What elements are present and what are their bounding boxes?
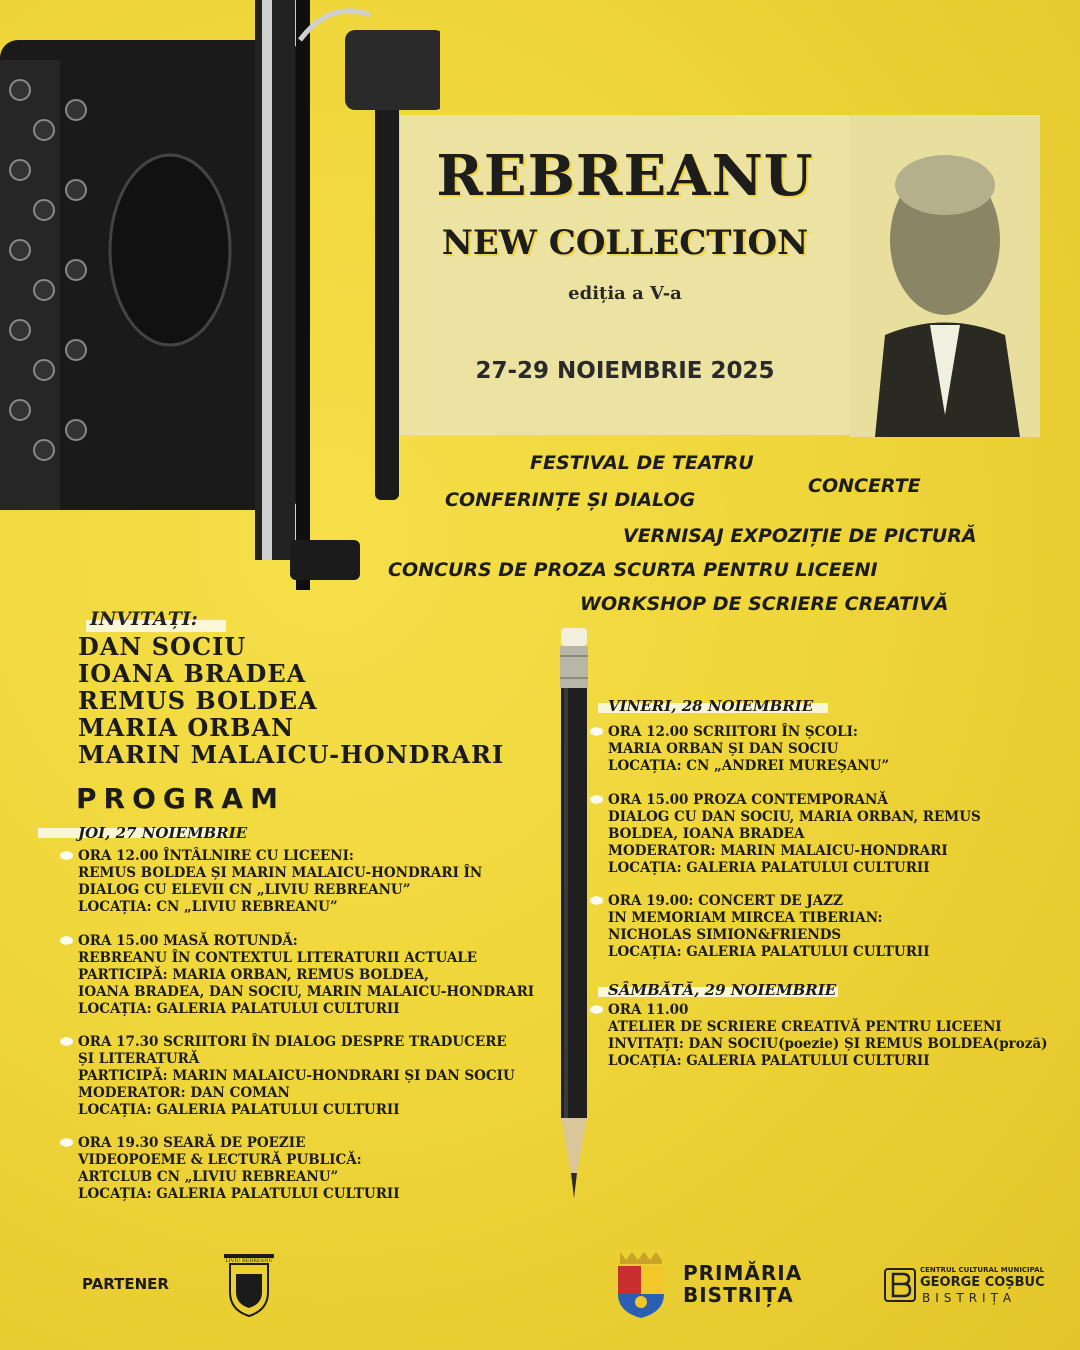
festival-dates: 27-29 NOIEMBRIE 2025: [475, 358, 775, 384]
activity-writing-workshop: WORKSHOP DE SCRIERE CREATIVĂ: [580, 593, 949, 615]
pencil-illustration: [550, 628, 600, 1203]
program-event: ORA 15.00 MASĂ ROTUNDĂ: REBREANU ÎN CONTEXTUL LITERATURII ACTUALE PARTICIPĂ: MARIA ORBAN, REMUS BOLDEA, IOANA BRADEA, DAN SOCIU, MARIN MALAICU-HONDRARI LOCAȚIA: GALERIA PALATULUI CULTURII: [78, 933, 534, 1018]
program-event: ORA 11.00 ATELIER DE SCRIERE CREATIVĂ PENTRU LICEENI INVITAȚI: DAN SOCIU(poezie) ȘI REMUS BOLDEA(proză) LOCAȚIA: GALERIA PALATULUI CULTURII: [608, 1002, 1048, 1070]
program-event: ORA 17.30 SCRIITORI ÎN DIALOG DESPRE TRADUCERE ȘI LITERATURĂ PARTICIPĂ: MARIN MALAICU-HONDRARI ȘI DAN SOCIU MODERATOR: DAN COMAN LOCAȚIA: GALERIA PALATULUI CULTURII: [78, 1034, 515, 1119]
day-heading-friday: VINERI, 28 NOIEMBRIE: [608, 697, 814, 715]
cultural-center-caption: CENTRUL CULTURAL MUNICIPAL: [920, 1266, 1045, 1274]
activity-theatre: FESTIVAL DE TEATRU: [530, 452, 754, 474]
guest-name: IOANA BRADEA: [78, 659, 307, 688]
title-panel: [400, 115, 850, 435]
program-event: ORA 19.00: CONCERT DE JAZZ IN MEMORIAM MIRCEA TIBERIAN: NICHOLAS SIMION&FRIENDS LOCAȚIA: GALERIA PALATULUI CULTURII: [608, 893, 930, 961]
bullet-icon: [592, 795, 601, 804]
cultural-center-city: BISTRIȚA: [922, 1291, 1017, 1305]
rebreanu-portrait: [850, 115, 1040, 437]
activity-concerts: CONCERTE: [808, 475, 921, 497]
program-heading: PROGRAM: [76, 782, 285, 815]
program-event: ORA 15.00 PROZA CONTEMPORANĂ DIALOG CU DAN SOCIU, MARIA ORBAN, REMUS BOLDEA, IOANA BRADEA MODERATOR: MARIN MALAICU-HONDRARI LOCAȚIA: GALERIA PALATULUI CULTURII: [608, 792, 981, 877]
bullet-icon: [592, 1005, 601, 1014]
day-heading-thursday: JOI, 27 NOIEMBRIE: [78, 824, 248, 842]
festival-title: REBREANU: [436, 143, 814, 209]
bullet-icon: [62, 1037, 71, 1046]
bullet-icon: [62, 1138, 71, 1147]
svg-text:LIVIU REBREANU: LIVIU REBREANU: [225, 1258, 273, 1264]
day-heading-saturday: SÂMBĂTĂ, 29 NOIEMBRIE: [608, 981, 837, 999]
partner-logo: [218, 1252, 280, 1318]
activity-painting-exhibition: VERNISAJ EXPOZIȚIE DE PICTURĂ: [623, 525, 977, 547]
program-event: ORA 12.00 ÎNTÂLNIRE CU LICEENI: REMUS BOLDEA ȘI MARIN MALAICU-HONDRARI ÎN DIALOG CU ELEVII CN „LIVIU REBREANU” LOCAȚIA: CN „LIVIU REBREANU”: [78, 848, 482, 916]
bullet-icon: [62, 851, 71, 860]
edition-label: ediția a V-a: [568, 283, 682, 304]
bullet-icon: [592, 896, 601, 905]
partner-label: PARTENER: [82, 1275, 169, 1293]
cultural-center-name: GEORGE COȘBUC: [920, 1275, 1045, 1290]
guest-name: MARIN MALAICU-HONDRARI: [78, 740, 505, 769]
activity-prose-contest: CONCURS DE PROZA SCURTA PENTRU LICEENI: [388, 559, 878, 581]
guest-name: MARIA ORBAN: [78, 713, 295, 742]
guest-name: DAN SOCIU: [78, 632, 247, 661]
festival-subtitle: NEW COLLECTION: [441, 223, 809, 263]
primaria-bistrita-name: PRIMĂRIA BISTRIȚA: [683, 1261, 803, 1307]
bullet-icon: [62, 936, 71, 945]
bullet-icon: [592, 727, 601, 736]
program-event: ORA 12.00 SCRIITORI ÎN ȘCOLI: MARIA ORBAN ȘI DAN SOCIU LOCAȚIA: CN „ANDREI MUREȘANU”: [608, 724, 889, 775]
guest-name: REMUS BOLDEA: [78, 686, 318, 715]
guests-heading: INVITAȚI:: [90, 608, 198, 630]
primaria-bistrita-crest: [612, 1250, 670, 1320]
typewriter-illustration: [0, 0, 440, 590]
cultural-center-logo-icon: [884, 1268, 916, 1302]
activity-conferences: CONFERINȚE ȘI DIALOG: [445, 489, 696, 511]
program-event: ORA 19.30 SEARĂ DE POEZIE VIDEOPOEME & LECTURĂ PUBLICĂ: ARTCLUB CN „LIVIU REBREANU” LOCAȚIA: GALERIA PALATULUI CULTURII: [78, 1135, 400, 1203]
